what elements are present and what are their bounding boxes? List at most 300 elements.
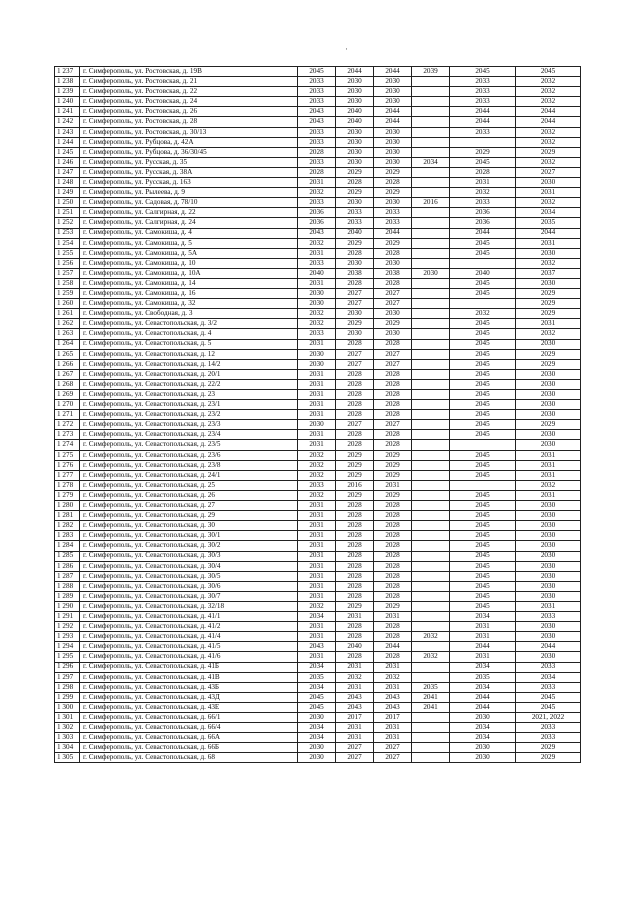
year-col-4-cell	[412, 672, 450, 682]
year-col-6-cell: 2032	[516, 87, 581, 97]
year-col-6-cell: 2030	[516, 632, 581, 642]
year-col-6-cell: 2044	[516, 228, 581, 238]
row-number-cell: 1 267	[55, 369, 80, 379]
table-row	[55, 561, 581, 571]
year-col-3-cell: 2044	[374, 107, 412, 117]
row-number-cell: 1 272	[55, 420, 80, 430]
year-col-1-cell: 2031	[298, 278, 336, 288]
year-col-2-cell: 2027	[336, 299, 374, 309]
row-number-cell: 1 249	[55, 188, 80, 198]
year-col-3-cell: 2030	[374, 157, 412, 167]
year-col-6-cell: 2030	[516, 581, 581, 591]
row-number-cell: 1 240	[55, 97, 80, 107]
year-col-4-cell	[412, 289, 450, 299]
year-col-4-cell	[412, 571, 450, 581]
year-col-1-cell: 2045	[298, 692, 336, 702]
year-col-5-cell: 2031	[450, 652, 516, 662]
table-row	[55, 299, 581, 309]
year-col-2-cell: 2028	[336, 178, 374, 188]
year-col-5-cell: 2045	[450, 470, 516, 480]
table-row	[55, 521, 581, 531]
year-col-3-cell: 2027	[374, 289, 412, 299]
year-col-3-cell: 2033	[374, 208, 412, 218]
address-cell: г. Симферополь, ул. Садовая, д. 78/10	[80, 198, 298, 208]
address-cell: г. Симферополь, ул. Ростовская, д. 28	[80, 117, 298, 127]
year-col-3-cell: 2030	[374, 77, 412, 87]
year-col-5-cell: 2045	[450, 339, 516, 349]
year-col-6-cell: 2031	[516, 490, 581, 500]
year-col-4-cell	[412, 127, 450, 137]
year-col-6-cell: 2033	[516, 612, 581, 622]
year-col-6-cell: 2029	[516, 147, 581, 157]
year-col-3-cell: 2028	[374, 339, 412, 349]
table-row	[55, 238, 581, 248]
address-cell: г. Симферополь, ул. Севастопольская, д. 43Б	[80, 682, 298, 692]
row-number-cell: 1 254	[55, 238, 80, 248]
year-col-4-cell	[412, 490, 450, 500]
table-row	[55, 410, 581, 420]
year-col-4-cell	[412, 733, 450, 743]
year-col-4-cell	[412, 218, 450, 228]
address-cell: г. Симферополь, ул. Севастопольская, д. 32/18	[80, 601, 298, 611]
year-col-6-cell: 2030	[516, 622, 581, 632]
year-col-2-cell: 2031	[336, 662, 374, 672]
year-col-6-cell: 2045	[516, 692, 581, 702]
year-col-3-cell: 2028	[374, 440, 412, 450]
year-col-5-cell: 2045	[450, 319, 516, 329]
year-col-2-cell: 2043	[336, 702, 374, 712]
year-col-1-cell: 2034	[298, 662, 336, 672]
year-col-5-cell: 2034	[450, 682, 516, 692]
year-col-3-cell: 2044	[374, 117, 412, 127]
year-col-6-cell: 2030	[516, 511, 581, 521]
year-col-3-cell: 2044	[374, 228, 412, 238]
address-cell: г. Симферополь, ул. Севастопольская, д. 22/2	[80, 379, 298, 389]
address-cell: г. Симферополь, ул. Севастопольская, д. 41/2	[80, 622, 298, 632]
year-col-2-cell: 2028	[336, 248, 374, 258]
row-number-cell: 1 300	[55, 702, 80, 712]
row-number-cell: 1 242	[55, 117, 80, 127]
year-col-1-cell: 2031	[298, 571, 336, 581]
address-cell: г. Симферополь, ул. Севастопольская, д. 12	[80, 349, 298, 359]
year-col-4-cell	[412, 278, 450, 288]
table-body	[55, 67, 581, 763]
row-number-cell: 1 281	[55, 511, 80, 521]
year-col-4-cell	[412, 299, 450, 309]
year-col-1-cell: 2031	[298, 551, 336, 561]
table-row	[55, 490, 581, 500]
year-col-5-cell: 2040	[450, 268, 516, 278]
table-row	[55, 339, 581, 349]
year-col-1-cell: 2031	[298, 591, 336, 601]
year-col-5-cell: 2035	[450, 672, 516, 682]
year-col-5-cell: 2045	[450, 450, 516, 460]
address-cell: г. Симферополь, ул. Русская, д. 163	[80, 178, 298, 188]
address-cell: г. Симферополь, ул. Самокиша, д. 16	[80, 289, 298, 299]
year-col-4-cell	[412, 369, 450, 379]
address-cell: г. Симферополь, ул. Севастопольская, д. 66/1	[80, 713, 298, 723]
year-col-6-cell: 2030	[516, 551, 581, 561]
year-col-3-cell: 2031	[374, 662, 412, 672]
year-col-5-cell	[450, 137, 516, 147]
year-col-4-cell	[412, 521, 450, 531]
address-cell: г. Симферополь, ул. Салгирная, д. 22	[80, 208, 298, 218]
year-col-5-cell: 2032	[450, 309, 516, 319]
year-col-1-cell: 2032	[298, 319, 336, 329]
year-col-1-cell: 2033	[298, 137, 336, 147]
year-col-4-cell	[412, 87, 450, 97]
table-row	[55, 107, 581, 117]
year-col-4-cell	[412, 258, 450, 268]
year-col-2-cell: 2028	[336, 632, 374, 642]
year-col-6-cell: 2030	[516, 390, 581, 400]
year-col-2-cell: 2043	[336, 692, 374, 702]
table-row	[55, 147, 581, 157]
year-col-5-cell: 2034	[450, 662, 516, 672]
year-col-3-cell: 2028	[374, 571, 412, 581]
year-col-1-cell: 2045	[298, 67, 336, 77]
year-col-2-cell: 2027	[336, 349, 374, 359]
year-col-3-cell: 2027	[374, 299, 412, 309]
address-cell: г. Симферополь, ул. Севастопольская, д. 30	[80, 521, 298, 531]
address-cell: г. Симферополь, ул. Севастопольская, д. 4	[80, 329, 298, 339]
year-col-3-cell: 2031	[374, 733, 412, 743]
table-row	[55, 531, 581, 541]
year-col-5-cell: 2030	[450, 713, 516, 723]
year-col-3-cell: 2043	[374, 702, 412, 712]
year-col-5-cell: 2044	[450, 702, 516, 712]
row-number-cell: 1 251	[55, 208, 80, 218]
year-col-5-cell: 2029	[450, 147, 516, 157]
year-col-4-cell	[412, 753, 450, 763]
table-row	[55, 390, 581, 400]
year-col-1-cell: 2034	[298, 612, 336, 622]
year-col-2-cell: 2016	[336, 480, 374, 490]
year-col-6-cell: 2032	[516, 480, 581, 490]
table-row	[55, 420, 581, 430]
table-row	[55, 208, 581, 218]
row-number-cell: 1 263	[55, 329, 80, 339]
row-number-cell: 1 296	[55, 662, 80, 672]
row-number-cell: 1 284	[55, 541, 80, 551]
table-row	[55, 309, 581, 319]
year-col-4-cell	[412, 349, 450, 359]
year-col-6-cell: 2030	[516, 591, 581, 601]
year-col-5-cell: 2045	[450, 511, 516, 521]
year-col-4-cell	[412, 561, 450, 571]
year-col-2-cell: 2027	[336, 753, 374, 763]
year-col-5-cell: 2045	[450, 67, 516, 77]
year-col-3-cell: 2028	[374, 632, 412, 642]
year-col-1-cell: 2030	[298, 753, 336, 763]
year-col-6-cell: 2044	[516, 642, 581, 652]
year-col-1-cell: 2031	[298, 430, 336, 440]
table-row	[55, 733, 581, 743]
year-col-3-cell: 2027	[374, 359, 412, 369]
row-number-cell: 1 264	[55, 339, 80, 349]
table-row	[55, 551, 581, 561]
year-col-3-cell: 2028	[374, 591, 412, 601]
year-col-1-cell: 2031	[298, 561, 336, 571]
table-row	[55, 591, 581, 601]
year-col-5-cell: 2031	[450, 632, 516, 642]
year-col-4-cell	[412, 551, 450, 561]
row-number-cell: 1 283	[55, 531, 80, 541]
year-col-1-cell: 2030	[298, 743, 336, 753]
year-col-6-cell: 2030	[516, 541, 581, 551]
year-col-1-cell: 2031	[298, 440, 336, 450]
year-col-2-cell: 2029	[336, 470, 374, 480]
year-col-1-cell: 2028	[298, 147, 336, 157]
year-col-2-cell: 2044	[336, 67, 374, 77]
row-number-cell: 1 239	[55, 87, 80, 97]
year-col-5-cell: 2045	[450, 238, 516, 248]
year-col-4-cell	[412, 531, 450, 541]
row-number-cell: 1 298	[55, 682, 80, 692]
year-col-4-cell	[412, 581, 450, 591]
table-row	[55, 167, 581, 177]
row-number-cell: 1 289	[55, 591, 80, 601]
year-col-2-cell: 2029	[336, 490, 374, 500]
year-col-2-cell: 2030	[336, 127, 374, 137]
year-col-1-cell: 2031	[298, 410, 336, 420]
year-col-4-cell	[412, 642, 450, 652]
row-number-cell: 1 253	[55, 228, 80, 238]
year-col-3-cell: 2029	[374, 319, 412, 329]
row-number-cell: 1 293	[55, 632, 80, 642]
year-col-4-cell	[412, 107, 450, 117]
table-row	[55, 278, 581, 288]
year-col-1-cell: 2031	[298, 652, 336, 662]
year-col-4-cell	[412, 167, 450, 177]
year-col-4-cell	[412, 410, 450, 420]
year-col-3-cell: 2030	[374, 329, 412, 339]
year-col-1-cell: 2040	[298, 268, 336, 278]
year-col-5-cell: 2032	[450, 188, 516, 198]
year-col-5-cell: 2045	[450, 571, 516, 581]
table-row	[55, 97, 581, 107]
year-col-3-cell: 2028	[374, 501, 412, 511]
year-col-3-cell: 2031	[374, 723, 412, 733]
row-number-cell: 1 305	[55, 753, 80, 763]
year-col-1-cell: 2030	[298, 349, 336, 359]
year-col-2-cell: 2028	[336, 551, 374, 561]
year-col-3-cell: 2030	[374, 87, 412, 97]
year-col-2-cell: 2031	[336, 723, 374, 733]
year-col-3-cell: 2029	[374, 470, 412, 480]
year-col-1-cell: 2043	[298, 642, 336, 652]
year-col-1-cell: 2031	[298, 511, 336, 521]
year-col-1-cell: 2031	[298, 541, 336, 551]
table-row	[55, 511, 581, 521]
address-cell: г. Симферополь, ул. Севастопольская, д. 14/2	[80, 359, 298, 369]
address-cell: г. Симферополь, ул. Рубцова, д. 42А	[80, 137, 298, 147]
year-col-1-cell: 2032	[298, 188, 336, 198]
year-col-6-cell: 2021, 2022	[516, 713, 581, 723]
year-col-2-cell: 2031	[336, 733, 374, 743]
year-col-5-cell: 2033	[450, 127, 516, 137]
year-col-4-cell: 2039	[412, 67, 450, 77]
year-col-3-cell: 2029	[374, 188, 412, 198]
row-number-cell: 1 261	[55, 309, 80, 319]
year-col-6-cell: 2030	[516, 339, 581, 349]
year-col-6-cell: 2032	[516, 137, 581, 147]
year-col-2-cell: 2033	[336, 208, 374, 218]
table-row	[55, 329, 581, 339]
year-col-6-cell: 2029	[516, 309, 581, 319]
year-col-3-cell: 2028	[374, 652, 412, 662]
year-col-3-cell: 2028	[374, 278, 412, 288]
year-col-3-cell: 2030	[374, 137, 412, 147]
year-col-5-cell: 2034	[450, 723, 516, 733]
year-col-1-cell: 2031	[298, 248, 336, 258]
year-col-4-cell	[412, 147, 450, 157]
year-col-6-cell: 2031	[516, 460, 581, 470]
row-number-cell: 1 271	[55, 410, 80, 420]
year-col-6-cell: 2035	[516, 218, 581, 228]
year-col-1-cell: 2033	[298, 127, 336, 137]
year-col-1-cell: 2034	[298, 733, 336, 743]
year-col-4-cell	[412, 591, 450, 601]
address-cell: г. Симферополь, ул. Севастопольская, д. 41Б	[80, 662, 298, 672]
year-col-3-cell: 2033	[374, 218, 412, 228]
year-col-3-cell: 2027	[374, 349, 412, 359]
year-col-4-cell	[412, 339, 450, 349]
row-number-cell: 1 250	[55, 198, 80, 208]
year-col-5-cell	[450, 258, 516, 268]
year-col-2-cell: 2030	[336, 137, 374, 147]
address-cell: г. Симферополь, ул. Севастопольская, д. 30/3	[80, 551, 298, 561]
address-cell: г. Симферополь, ул. Севастопольская, д. 3/2	[80, 319, 298, 329]
year-col-2-cell: 2029	[336, 450, 374, 460]
row-number-cell: 1 247	[55, 167, 80, 177]
year-col-1-cell: 2032	[298, 601, 336, 611]
year-col-5-cell: 2045	[450, 349, 516, 359]
address-cell: г. Симферополь, ул. Севастопольская, д. 41/4	[80, 632, 298, 642]
year-col-3-cell: 2043	[374, 692, 412, 702]
year-col-3-cell: 2044	[374, 67, 412, 77]
year-col-4-cell	[412, 359, 450, 369]
address-cell: г. Симферополь, ул. Севастопольская, д. 43Е	[80, 702, 298, 712]
table-row	[55, 480, 581, 490]
year-col-5-cell: 2033	[450, 77, 516, 87]
year-col-2-cell: 2030	[336, 97, 374, 107]
row-number-cell: 1 270	[55, 400, 80, 410]
year-col-6-cell: 2029	[516, 359, 581, 369]
table-row	[55, 268, 581, 278]
row-number-cell: 1 259	[55, 289, 80, 299]
year-col-2-cell: 2028	[336, 400, 374, 410]
address-cell: г. Симферополь, ул. Севастопольская, д. 23/8	[80, 460, 298, 470]
year-col-6-cell: 2031	[516, 188, 581, 198]
year-col-4-cell	[412, 137, 450, 147]
year-col-4-cell	[412, 379, 450, 389]
year-col-2-cell: 2040	[336, 117, 374, 127]
address-cell: г. Симферополь, ул. Севастопольская, д. 23/1	[80, 400, 298, 410]
year-col-5-cell: 2028	[450, 167, 516, 177]
year-col-4-cell	[412, 480, 450, 490]
address-cell: г. Симферополь, ул. Севастопольская, д. 30/6	[80, 581, 298, 591]
year-col-3-cell: 2029	[374, 450, 412, 460]
year-col-5-cell: 2045	[450, 601, 516, 611]
table-row	[55, 642, 581, 652]
year-col-2-cell: 2028	[336, 541, 374, 551]
year-col-6-cell: 2032	[516, 77, 581, 87]
year-col-4-cell	[412, 723, 450, 733]
year-col-5-cell: 2045	[450, 541, 516, 551]
year-col-2-cell: 2030	[336, 198, 374, 208]
year-col-3-cell: 2027	[374, 420, 412, 430]
year-col-3-cell: 2029	[374, 167, 412, 177]
year-col-2-cell: 2028	[336, 339, 374, 349]
table-row	[55, 157, 581, 167]
table-row	[55, 137, 581, 147]
address-cell: г. Симферополь, ул. Севастопольская, д. 30/4	[80, 561, 298, 571]
year-col-6-cell: 2033	[516, 662, 581, 672]
year-col-4-cell	[412, 622, 450, 632]
row-number-cell: 1 252	[55, 218, 80, 228]
table-row	[55, 571, 581, 581]
year-col-5-cell: 2045	[450, 581, 516, 591]
year-col-5-cell: 2045	[450, 157, 516, 167]
year-col-2-cell: 2017	[336, 713, 374, 723]
address-cell: г. Симферополь, ул. Севастопольская, д. 26	[80, 490, 298, 500]
table-row	[55, 369, 581, 379]
year-col-1-cell: 2034	[298, 723, 336, 733]
row-number-cell: 1 244	[55, 137, 80, 147]
table-row	[55, 228, 581, 238]
year-col-5-cell: 2045	[450, 490, 516, 500]
year-col-1-cell: 2032	[298, 460, 336, 470]
year-col-6-cell: 2030	[516, 652, 581, 662]
year-col-6-cell: 2029	[516, 420, 581, 430]
year-col-5-cell: 2045	[450, 400, 516, 410]
year-col-1-cell: 2045	[298, 702, 336, 712]
address-cell: г. Симферополь, ул. Севастопольская, д. 23/5	[80, 440, 298, 450]
year-col-6-cell: 2029	[516, 349, 581, 359]
year-col-1-cell: 2032	[298, 450, 336, 460]
row-number-cell: 1 256	[55, 258, 80, 268]
year-col-2-cell: 2029	[336, 238, 374, 248]
year-col-5-cell: 2045	[450, 430, 516, 440]
address-cell: г. Симферополь, ул. Самокиша, д. 14	[80, 278, 298, 288]
year-col-3-cell: 2032	[374, 672, 412, 682]
year-col-1-cell: 2030	[298, 713, 336, 723]
year-col-4-cell	[412, 319, 450, 329]
year-col-1-cell: 2033	[298, 258, 336, 268]
address-cell: г. Симферополь, ул. Севастопольская, д. 30/1	[80, 531, 298, 541]
year-col-1-cell: 2033	[298, 157, 336, 167]
year-col-3-cell: 2027	[374, 743, 412, 753]
table-row	[55, 359, 581, 369]
year-col-2-cell: 2028	[336, 390, 374, 400]
table-row	[55, 400, 581, 410]
row-number-cell: 1 282	[55, 521, 80, 531]
row-number-cell: 1 266	[55, 359, 80, 369]
table-row	[55, 127, 581, 137]
year-col-2-cell: 2028	[336, 531, 374, 541]
year-col-6-cell: 2045	[516, 702, 581, 712]
row-number-cell: 1 286	[55, 561, 80, 571]
row-number-cell: 1 257	[55, 268, 80, 278]
year-col-6-cell: 2031	[516, 450, 581, 460]
row-number-cell: 1 287	[55, 571, 80, 581]
address-cell: г. Симферополь, ул. Севастопольская, д. 25	[80, 480, 298, 490]
year-col-2-cell: 2028	[336, 430, 374, 440]
table-row	[55, 87, 581, 97]
year-col-2-cell: 2031	[336, 612, 374, 622]
year-col-1-cell: 2030	[298, 420, 336, 430]
